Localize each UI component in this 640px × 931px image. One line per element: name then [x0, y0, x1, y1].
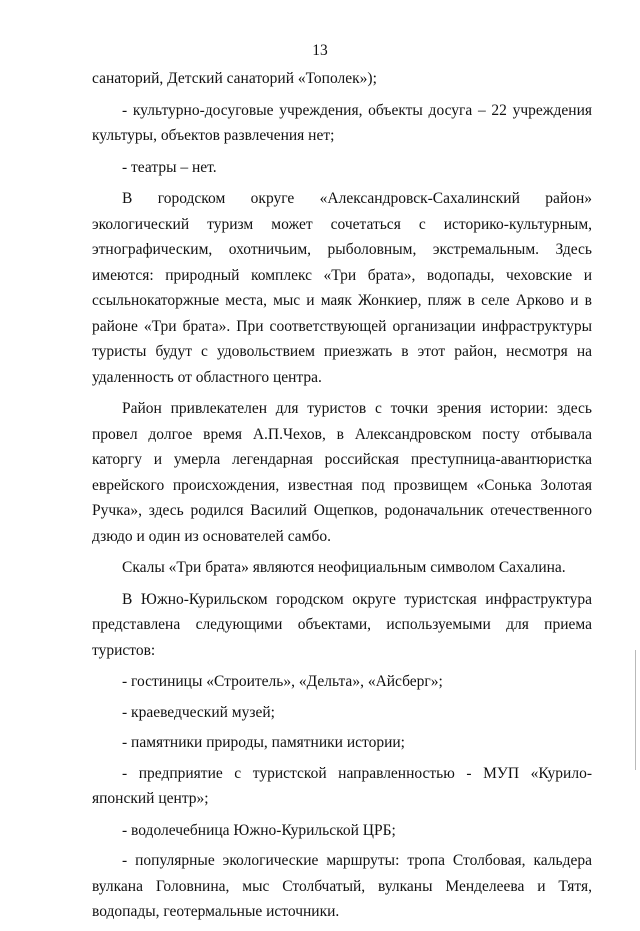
paragraph-9: - краеведческий музей; [122, 703, 275, 721]
paragraph-13: - популярные экологические маршруты: тропа Столбовая, кальдера вулкана Головнина, мыс Столбчатый, вулканы Менделеева и Тятя, водопады, геотермальные источники. [92, 852, 592, 920]
paragraph-3: - театры – нет. [122, 158, 217, 176]
document-body [92, 66, 592, 931]
paragraph-8: - гостиницы «Строитель», «Дельта», «Айсберг»; [122, 673, 443, 690]
paragraph-5: Район привлекателен для туристов с точки зрения истории: здесь провел долгое время А.П.Чехов, в Александровском посту отбывала каторгу и умерла легендарная российская преступница-авантюристка еврейского происхождения, известная под прозвищем «Сонька Золотая Ручка», здесь родился Василий Ощепков, родоначальник отечественного дзюдо и один из основателей самбо. [92, 400, 592, 545]
paragraph-1: санаторий, Детский санаторий «Тополек»); [92, 70, 377, 87]
paragraph-10: - памятники природы, памятники истории; [122, 734, 405, 751]
page-number: 13 [312, 42, 328, 59]
paragraph-2: - культурно-досуговые учреждения, объекты досуга – 22 учреждения культуры, объектов развлечения нет; [92, 101, 592, 144]
scan-edge-mark [635, 650, 636, 770]
paragraph-11: - предприятие с туристской направленностью - МУП «Курило-японский центр»; [92, 764, 592, 807]
paragraph-6: Скалы «Три брата» являются неофициальным символом Сахалина. [122, 559, 566, 576]
paragraph-4: В городском округе «Александровск-Сахалинский район» экологический туризм может сочетаться с историко-культурным, этнографическим, охотничьим, рыболовным, экстремальным. Здесь имеются: природный комплекс «Три брата», водопады, чеховские и ссыльнокаторжные места, мыс и маяк Жонкиер, пляж в селе Арково и в районе «Три брата». При соответствующей организации инфраструктуры туристы будут с удовольствием приезжать в этот район, несмотря на удаленность от областного центра. [92, 190, 592, 386]
paragraph-7: В Южно-Курильском городском округе туристская инфраструктура представлена следующими объектами, используемыми для приема туристов: [92, 590, 592, 659]
paragraph-12: - водолечебница Южно-Курильской ЦРБ; [122, 821, 396, 839]
